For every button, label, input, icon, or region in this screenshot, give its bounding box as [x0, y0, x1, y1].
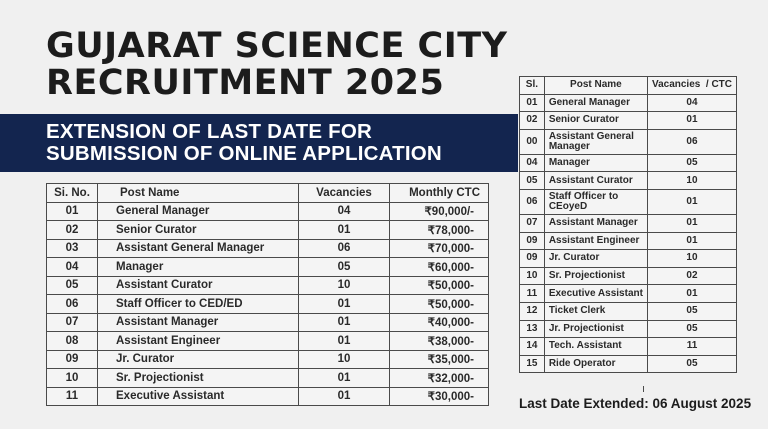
vacancies-cell: 05 [647, 154, 736, 172]
serial-cell: 05 [47, 276, 98, 295]
banner-line-1: EXTENSION OF LAST DATE FOR [46, 120, 372, 143]
vacancies-cell: 04 [647, 94, 736, 112]
vacancies-cell: 10 [299, 276, 390, 295]
vacancies-cell: 01 [647, 112, 736, 130]
monthly-ctc-cell: ₹50,000- [390, 295, 489, 314]
banner-heading [46, 121, 442, 165]
serial-cell: 08 [47, 332, 98, 351]
table-row [520, 232, 737, 250]
table-row [47, 313, 489, 332]
post-name-cell: Jr. Projectionist [544, 320, 647, 338]
post-name-cell: General Manager [98, 202, 299, 221]
post-name-cell: Manager [544, 154, 647, 172]
column-divider-overhang [643, 386, 644, 392]
serial-cell: 10 [47, 369, 98, 388]
column-header-post-name: Post Name [98, 184, 299, 203]
vacancies-cell: 01 [299, 313, 390, 332]
monthly-ctc-cell: ₹40,000- [390, 313, 489, 332]
post-name-cell: Ticket Clerk [544, 302, 647, 320]
table-row [47, 350, 489, 369]
serial-cell: 07 [47, 313, 98, 332]
serial-cell: 07 [520, 214, 545, 232]
vacancies-cell: 01 [299, 369, 390, 388]
vacancies-cell: 01 [647, 214, 736, 232]
post-name-cell: Senior Curator [98, 221, 299, 240]
vacancies-cell: 05 [647, 355, 736, 373]
serial-cell: 02 [47, 221, 98, 240]
table-row [520, 250, 737, 268]
table-row [520, 189, 737, 214]
vacancies-cell: 02 [647, 267, 736, 285]
table-row [520, 302, 737, 320]
serial-cell: 11 [520, 285, 545, 303]
vacancies-cell: 11 [647, 338, 736, 356]
serial-cell: 02 [520, 112, 545, 130]
table-row [520, 285, 737, 303]
post-name-cell: Assistant Engineer [98, 332, 299, 351]
serial-cell: 10 [520, 267, 545, 285]
table-row [47, 202, 489, 221]
post-name-cell: Assistant Curator [544, 172, 647, 190]
vacancies-cell: 10 [647, 250, 736, 268]
column-header-vacancies-ctc: Vacancies / CTC [647, 77, 736, 95]
column-header-serial: Sl. [520, 77, 545, 95]
table-row [520, 154, 737, 172]
page-title [46, 28, 507, 102]
table-row [47, 332, 489, 351]
serial-cell: 01 [520, 94, 545, 112]
table-row [520, 94, 737, 112]
monthly-ctc-cell: ₹38,000- [390, 332, 489, 351]
post-name-cell: Executive Assistant [98, 387, 299, 406]
table-row [520, 320, 737, 338]
table-row [47, 258, 489, 277]
serial-cell: 09 [47, 350, 98, 369]
serial-cell: 15 [520, 355, 545, 373]
table-row [520, 172, 737, 190]
post-name-cell: Assistant General Manager [544, 129, 647, 154]
post-name-cell: Senior Curator [544, 112, 647, 130]
vacancies-cell: 05 [647, 302, 736, 320]
table-row [47, 369, 489, 388]
serial-cell: 06 [520, 189, 545, 214]
table-row [520, 112, 737, 130]
post-name-cell: Assistant Engineer [544, 232, 647, 250]
table-row [47, 221, 489, 240]
vacancies-cell: 06 [647, 129, 736, 154]
monthly-ctc-cell: ₹70,000- [390, 239, 489, 258]
monthly-ctc-cell: ₹50,000- [390, 276, 489, 295]
monthly-ctc-cell: ₹32,000- [390, 369, 489, 388]
table-row [47, 295, 489, 314]
serial-cell: 13 [520, 320, 545, 338]
serial-cell: 09 [520, 232, 545, 250]
monthly-ctc-cell: ₹78,000- [390, 221, 489, 240]
vacancies-cell: 10 [647, 172, 736, 190]
post-name-cell: Jr. Curator [98, 350, 299, 369]
vacancies-cell: 01 [647, 232, 736, 250]
monthly-ctc-cell: ₹30,000- [390, 387, 489, 406]
post-name-cell: Assistant Manager [98, 313, 299, 332]
table-row [47, 276, 489, 295]
serial-cell: 11 [47, 387, 98, 406]
vacancies-cell: 01 [647, 285, 736, 303]
notice-banner [0, 114, 518, 172]
post-name-cell: Jr. Curator [544, 250, 647, 268]
vacancies-cell: 01 [299, 387, 390, 406]
table-row [47, 239, 489, 258]
post-name-cell: Staff Officer to CED/ED [98, 295, 299, 314]
serial-cell: 04 [520, 154, 545, 172]
serial-cell: 14 [520, 338, 545, 356]
serial-cell: 12 [520, 302, 545, 320]
table-row [520, 338, 737, 356]
monthly-ctc-cell: ₹60,000- [390, 258, 489, 277]
post-name-cell: Sr. Projectionist [544, 267, 647, 285]
serial-cell: 06 [47, 295, 98, 314]
post-name-cell: Assistant General Manager [98, 239, 299, 258]
table-row [520, 355, 737, 373]
vacancies-cell: 01 [299, 295, 390, 314]
post-name-cell: Executive Assistant [544, 285, 647, 303]
table-header-row [520, 77, 737, 95]
post-name-cell: Tech. Assistant [544, 338, 647, 356]
monthly-ctc-cell: ₹90,000/- [390, 202, 489, 221]
column-header-vacancies: Vacancies [299, 184, 390, 203]
table-row [47, 387, 489, 406]
post-name-cell: Sr. Projectionist [98, 369, 299, 388]
column-header-post-name: Post Name [544, 77, 647, 95]
last-date-notice: Last Date Extended: 06 August 2025 [519, 396, 752, 411]
column-header-serial: Si. No. [47, 184, 98, 203]
post-name-cell: Assistant Manager [544, 214, 647, 232]
vacancies-cell: 10 [299, 350, 390, 369]
vacancies-cell: 01 [299, 332, 390, 351]
vacancies-cell: 01 [647, 189, 736, 214]
serial-cell: 09 [520, 250, 545, 268]
vacancies-cell: 06 [299, 239, 390, 258]
serial-cell: 00 [520, 129, 545, 154]
serial-cell: 05 [520, 172, 545, 190]
table-header-row [47, 184, 489, 203]
column-header-monthly-ctc: Monthly CTC [390, 184, 489, 203]
post-name-cell: Ride Operator [544, 355, 647, 373]
title-line-1: GUJARAT SCIENCE CITY [46, 26, 508, 66]
serial-cell: 03 [47, 239, 98, 258]
vacancies-cell: 04 [299, 202, 390, 221]
post-name-cell: Staff Officer to CEoyeD [544, 189, 647, 214]
banner-line-2: SUBMISSION OF ONLINE APPLICATION [46, 142, 442, 165]
vacancies-cell: 01 [299, 221, 390, 240]
serial-cell: 04 [47, 258, 98, 277]
post-name-cell: Assistant Curator [98, 276, 299, 295]
vacancies-cell: 05 [299, 258, 390, 277]
post-name-cell: Manager [98, 258, 299, 277]
table-row [520, 129, 737, 154]
table-row [520, 214, 737, 232]
table-row [520, 267, 737, 285]
serial-cell: 01 [47, 202, 98, 221]
monthly-ctc-cell: ₹35,000- [390, 350, 489, 369]
post-name-cell: General Manager [544, 94, 647, 112]
summary-table [519, 76, 737, 373]
vacancy-table [46, 183, 489, 406]
title-line-2: RECRUITMENT 2025 [46, 63, 445, 103]
vacancies-cell: 05 [647, 320, 736, 338]
